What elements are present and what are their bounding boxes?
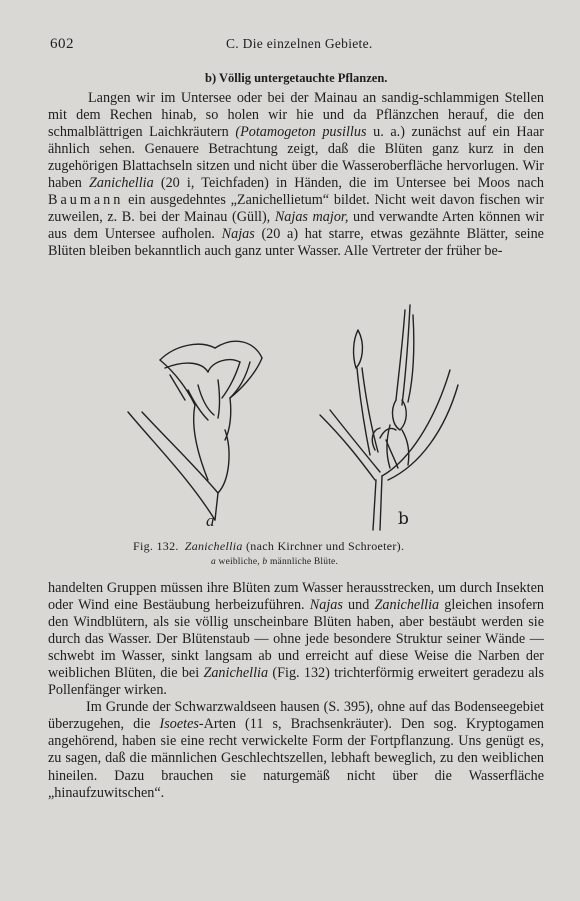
male-flower-drawing: [320, 305, 458, 530]
caption-source: (nach Kirchner und Schroeter).: [246, 539, 405, 553]
zanichellia-drawing: [90, 290, 490, 535]
subcaption-a-text: weibliche,: [215, 557, 263, 567]
p2-text-3: gleichen insofern den Windblütern, als sie völlig unscheinbare Blüten haben, aber bestäubt werden sie durch das Wasser. Der Blütenstaub — ohne jede besondere Struktur seiner Wände — schwebt im Wasser, sinkt langsam ab und erreicht auf diese Weise die Narben der weiblichen Blüten, die bei: [48, 597, 545, 682]
p1-potamogeton: (Potamogeton pusillus: [235, 124, 367, 141]
paragraph-1: [48, 90, 544, 260]
p1b-text: u. a.) zunächst auf ein Haar ähnlich sehen. Genauere Betrachtung zeigt, daß die Blüten ganz kurz in den zugehörigen Blattachseln sitzen und nicht über die Wasseroberfläche hervorlugen. Wir haben: [48, 124, 544, 192]
figure-number: Fig. 132.: [133, 539, 179, 553]
p2-zanichellia-2: Zanichellia: [203, 665, 269, 682]
page-number: 602: [50, 36, 74, 52]
subcaption-b: b: [262, 557, 268, 567]
paragraph-2-and-3: [48, 580, 544, 802]
p1e-text: und verwandte Arten können wir aus dem Untersee aufholen.: [48, 209, 544, 243]
p2-text-4: (Fig. 132) trichterförmig erweitert geradezu als Pollenfänger wirken.: [48, 665, 544, 699]
figure-subcaption: [211, 557, 338, 567]
p1-text: Langen wir im Untersee oder bei der Mainau an sandig-schlammigen Stellen mit dem Rechen hinab, so holen wir hie und da Pflänzchen herauf, die den schmalblättrigen Laichkräutern: [48, 90, 544, 141]
subcaption-b-text: männliche Blüte.: [267, 557, 339, 567]
figure-label-a: a: [206, 511, 215, 530]
p2-najas: Najas: [309, 597, 343, 614]
p2-zanichellia: Zanichellia: [374, 597, 440, 614]
p3-isoetes: Isoetes: [159, 716, 199, 733]
p1-najas-major: Najas major,: [274, 209, 349, 226]
p1-najas: Najas: [221, 226, 255, 243]
running-head: C. Die einzelnen Gebiete.: [226, 36, 373, 51]
section-heading: b) Völlig untergetauchte Pflanzen.: [205, 71, 388, 85]
figure-label-b: b: [398, 509, 409, 529]
p1f-text: (20 a) hat starre, etwas gezähnte Blätter, seine Blüten bleiben bekanntlich auch ganz unter Wasser. Alle Vertreter der früher be-: [48, 226, 544, 260]
subcaption-a: a: [211, 557, 216, 567]
caption-genus: Zanichellia: [184, 539, 243, 553]
figure-132-illustration: [90, 290, 490, 535]
p2-text-1: handelten Gruppen müssen ihre Blüten zum Wasser herausstrecken, um durch Insekten oder Wind eine Bestäubung herbeizuführen.: [48, 580, 544, 614]
p3-text-2: -Arten (11 s, Brachsenkräuter). Den sog. Kryptogamen angehörend, haben sie eine recht verwickelte Form der Fortpflanzung. Uns genügt es, zu sagen, daß die männlichen Geschlechtszellen, lebhaft beweglich, zu den weiblichen hineilen. Dazu brauchen sie naturgemäß nicht über die Wasserfläche „hinaufzuwitschen“.: [48, 716, 544, 801]
p1-baumann: Baumann: [48, 192, 124, 209]
p1-zanichellia: Zanichellia: [89, 175, 154, 192]
p3-text-1: Im Grunde der Schwarzwaldseen hausen (S. 395), ohne auf das Bodenseegebiet überzugehen, die: [48, 699, 544, 733]
p1d-text: ein ausgedehntes „Zanichellietum“ bildet. Nicht weit davon fischen wir zuweilen, z. B. bei der Mainau (Güll),: [48, 192, 544, 226]
p1c-text: (20 i, Teichfaden) in Händen, die im Untersee bei Moos nach: [153, 175, 544, 192]
p2-text-2: und: [342, 597, 375, 614]
figure-caption: [133, 539, 404, 554]
female-flower-drawing: [128, 341, 262, 520]
